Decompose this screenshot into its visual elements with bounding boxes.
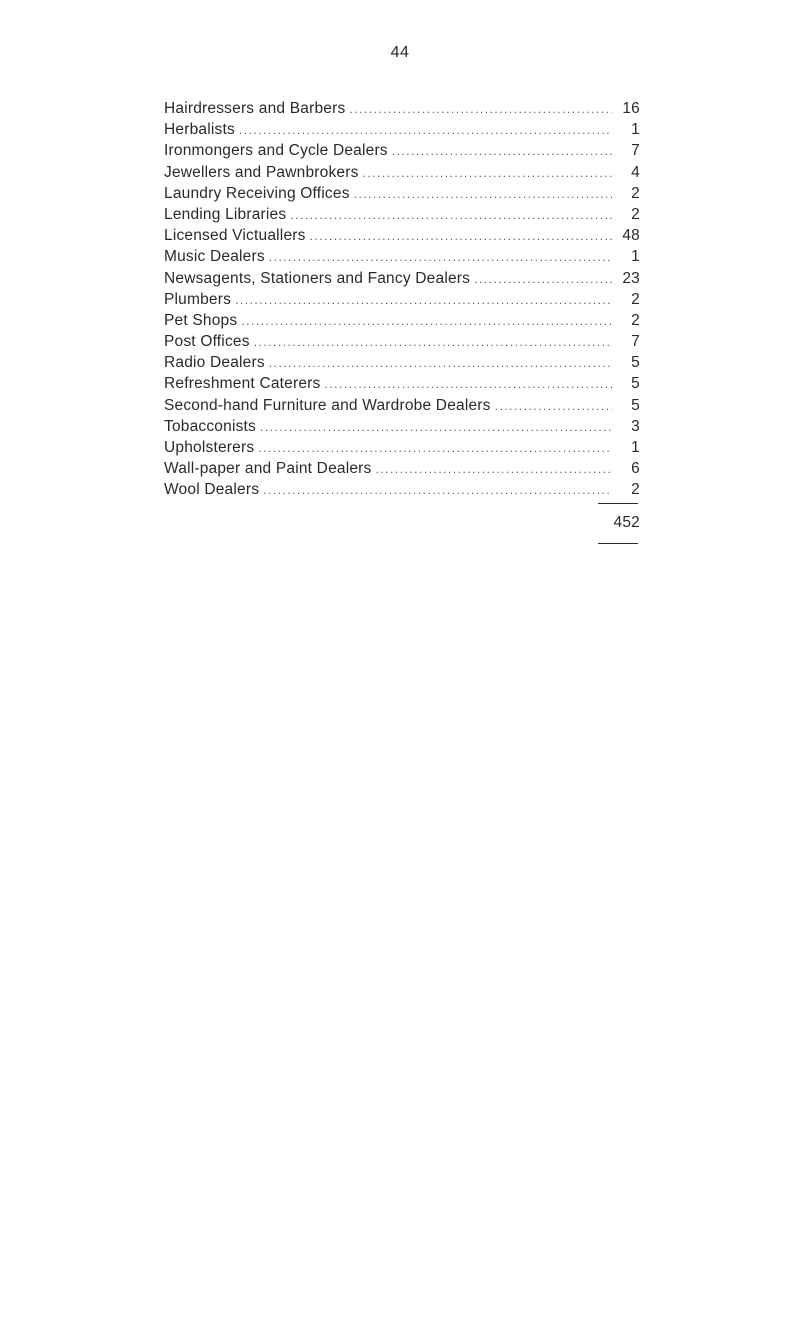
entry-label: Ironmongers and Cycle Dealers (164, 142, 388, 160)
dot-leader (363, 163, 612, 184)
entry-count: 23 (622, 269, 640, 287)
dot-leader (474, 269, 612, 290)
list-item (164, 162, 640, 183)
dot-leader (392, 141, 612, 162)
list-item (164, 373, 640, 394)
list-item (164, 310, 640, 331)
dot-leader (354, 184, 612, 205)
dot-leader (290, 205, 612, 226)
entry-label: Plumbers (164, 290, 232, 308)
entry-count: 5 (631, 396, 640, 414)
list-item (164, 437, 640, 458)
entry-count: 16 (622, 100, 640, 117)
entry-count: 2 (631, 481, 640, 499)
entry-label: Licensed Victuallers (164, 227, 306, 245)
entry-count: 2 (631, 311, 640, 329)
entry-count: 5 (631, 354, 640, 372)
dot-leader (349, 99, 612, 120)
entry-label: Lending Libraries (164, 205, 287, 223)
entry-label: Radio Dealers (164, 354, 265, 372)
list-item (164, 140, 640, 161)
list-item (164, 183, 640, 204)
trade-list (164, 98, 640, 501)
entry-label: Tobacconists (164, 417, 257, 435)
dot-leader (235, 290, 612, 311)
entry-count: 2 (631, 290, 640, 308)
entry-label: Hairdressers and Barbers (164, 100, 346, 117)
dot-leader (241, 311, 612, 332)
entry-label: Refreshment Caterers (164, 375, 321, 393)
entry-label: Second-hand Furniture and Wardrobe Dealers (164, 396, 491, 414)
list-item (164, 98, 640, 119)
dot-leader (263, 480, 612, 501)
total-rule-top (598, 503, 638, 504)
dot-leader (269, 247, 612, 268)
dot-leader (260, 417, 612, 438)
dot-leader (258, 438, 612, 459)
entry-count: 7 (631, 142, 640, 160)
entry-count: 2 (631, 184, 640, 202)
total-count: 452 (613, 514, 640, 531)
dot-leader (269, 353, 612, 374)
entry-count: 2 (631, 205, 640, 223)
list-item (164, 246, 640, 267)
entry-label: Wall-paper and Paint Dealers (164, 460, 372, 478)
list-item (164, 268, 640, 289)
list-item (164, 416, 640, 437)
list-item (164, 204, 640, 225)
list-item (164, 225, 640, 246)
entry-label: Pet Shops (164, 311, 238, 329)
dot-leader (254, 332, 612, 353)
entry-count: 1 (631, 121, 640, 139)
dot-leader (310, 226, 612, 247)
entry-label: Laundry Receiving Offices (164, 184, 350, 202)
list-item (164, 289, 640, 310)
page-number: 44 (390, 44, 410, 61)
entry-count: 7 (631, 333, 640, 351)
dot-leader (495, 396, 612, 417)
dot-leader (376, 459, 613, 480)
entry-label: Herbalists (164, 121, 235, 139)
list-item (164, 458, 640, 479)
entry-count: 5 (631, 375, 640, 393)
entry-label: Newsagents, Stationers and Fancy Dealers (164, 269, 471, 287)
entry-label: Post Offices (164, 333, 250, 351)
entry-count: 6 (631, 460, 640, 478)
entry-label: Upholsterers (164, 439, 255, 456)
entry-count: 3 (631, 417, 640, 435)
entry-count: 48 (622, 227, 640, 245)
entry-count: 4 (631, 163, 640, 181)
entry-count: 1 (631, 248, 640, 266)
entry-count: 1 (631, 439, 640, 456)
list-item (164, 479, 640, 500)
entry-label: Wool Dealers (164, 481, 260, 499)
list-item (164, 395, 640, 416)
dot-leader (239, 120, 612, 141)
list-item (164, 331, 640, 352)
entry-label: Music Dealers (164, 248, 265, 266)
list-item (164, 119, 640, 140)
list-item (164, 352, 640, 373)
entry-label: Jewellers and Pawnbrokers (164, 163, 359, 181)
total-rule-bottom (598, 543, 638, 544)
dot-leader (324, 374, 612, 395)
